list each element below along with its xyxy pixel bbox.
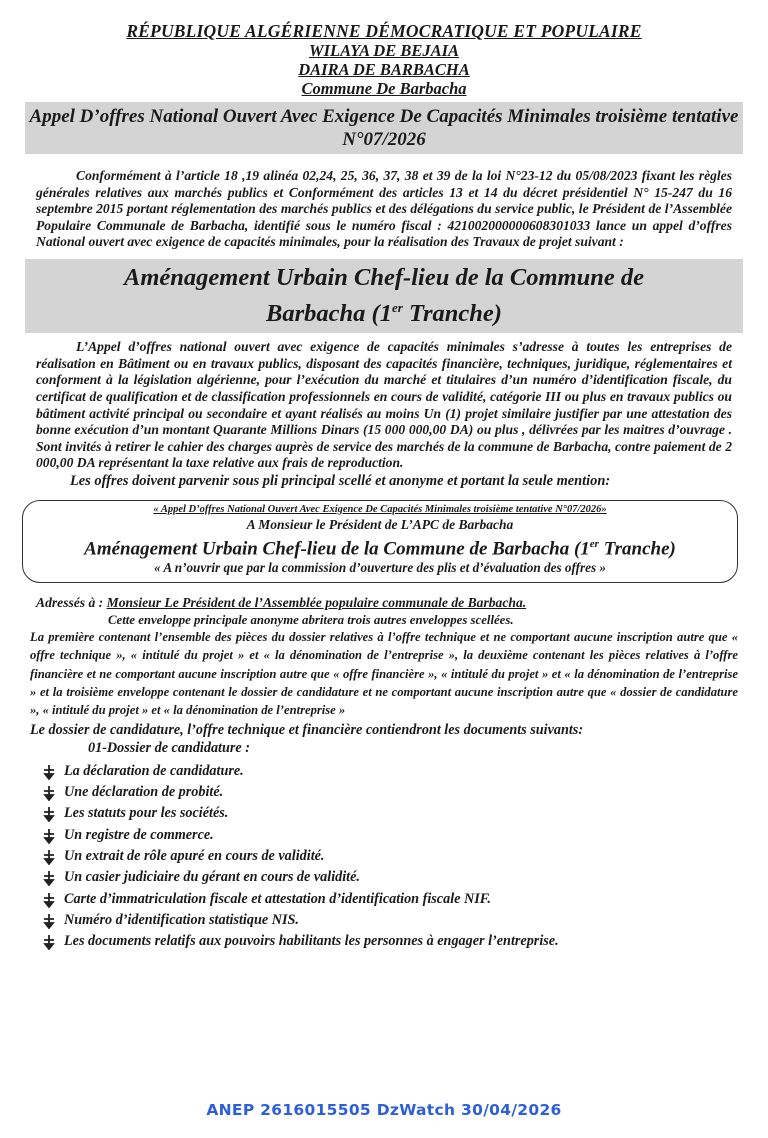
arrow-down-bullet-icon: [42, 849, 56, 865]
document-item-text: Un registre de commerce.: [64, 826, 214, 843]
arrow-down-bullet-icon: [42, 806, 56, 822]
arrow-down-bullet-icon: [42, 785, 56, 801]
intro-paragraph: [36, 168, 732, 251]
document-item-text: Les statuts pour les sociétés.: [64, 805, 229, 822]
arrow-down-bullet-icon: [42, 828, 56, 844]
document-item-text: Les documents relatifs aux pouvoirs habilitants les personnes à engager l’entreprise.: [64, 933, 559, 950]
notice-title: Appel D’offres National Ouvert Avec Exigence De Capacités Minimales troisième tentative N°07/2026: [25, 102, 743, 154]
box-line1: « Appel D’offres National Ouvert Avec Exigence De Capacités Minimales troisième tentative N°07/2026»: [153, 503, 607, 515]
eligibility-paragraph: [36, 339, 732, 472]
documents-list: [42, 761, 768, 953]
arrow-down-bullet-icon: [42, 892, 56, 908]
header-republic: RÉPUBLIQUE ALGÉRIENNE DÉMOCRATIQUE ET POPULAIRE: [126, 21, 642, 41]
list-item: [42, 910, 768, 931]
list-item: [42, 803, 768, 824]
document-item-text: Une déclaration de probité.: [64, 784, 224, 801]
envelopes-description: La première contenant l’ensemble des pièces du dossier relatives à l’offre technique et ne comportant aucune inscription autre que « offre technique », « intitulé du projet » et « la dénomination de l’entreprise », la deuxième contenant les pièces relatives à l’offre financière et ne comportant aucune inscription autre que « offre financière », « intitulé du projet » et « la dénomination de l’entreprise » et la troisième enveloppe contenant le dossier de candidature et ne comportant aucune inscription autre que « dossier de candidature », « intitulé du projet » et « la dénomination de l’entreprise »: [30, 629, 738, 718]
address-line: [36, 595, 732, 612]
header-wilaya: WILAYA DE BEJAIA: [308, 41, 460, 60]
list-item: [42, 825, 768, 846]
project-title: [25, 259, 743, 333]
intro-text: Conformément à l’article 18 ,19 alinéa 02,24, 25, 36, 37, 38 et 39 de la loi N°23-12 du 05/08/2023 fixant les règles générales relatives aux marchés publics et Conformément des articles 13 et 14 du décret présidentiel N° 15-247 du 16 septembre 2015 portant réglementation des marchés publics et des délégations du service public, le Président de l’Assemblée Populaire Communale de Barbacha, identifié sous le numéro fiscal : 421002000000608301033 lance un appel d’offres National ouvert avec exigence de capacités minimales, pour la réalisation des Travaux de projet suivant :: [36, 168, 732, 250]
box-line4: « A n’ouvrir que par la commission d’ouverture des plis et d’évaluation des offres »: [153, 560, 607, 576]
box-line3-prefix: Aménagement Urbain Chef-lieu de la Commune de Barbacha (1: [84, 538, 590, 560]
eligibility-text: L’Appel d’offres national ouvert avec exigence de capacités minimales s’adresse à toutes les entreprises de réalisation en Bâtiment ou en travaux publics, disposant des capacités financière, techniques, juridique, réglementaires et conforment à la législation algérienne, pour l’exécution du marché et titulaires d’un numéro d’identification fiscale, du certificat de qualification et de classification professionnels en cours de validité, catégorie III ou plus en travaux publics ou bâtiment activité principal ou secondaire et ayant réalisés au moins Un (1) projet similaire justifier par une attestation des bonne exécution d’un montant Quarante Millions Dinars (15 000 000,00 DA) ou plus , délivrées par les maitres d’ouvrage . Sont invités à retirer le cahier des charges auprès de service des marchés de la commune de Barbacha, contre paiement de 2 000,00 DA représentant la taxe relative aux frais de reproduction.: [36, 339, 732, 471]
document-item-text: Numéro d’identification statistique NIS.: [64, 911, 299, 928]
box-line3-sup: er: [589, 537, 599, 550]
project-title-line2-suffix: Tranche): [402, 300, 502, 328]
document-item-text: Un extrait de rôle apuré en cours de validité.: [64, 847, 325, 864]
project-title-line1: Aménagement Urbain Chef-lieu de la Commune de: [124, 263, 644, 291]
project-title-line2: [29, 293, 739, 329]
offres-line: Les offres doivent parvenir sous pli principal scellé et anonyme et portant la seule mention:: [70, 472, 611, 489]
project-title-line2-prefix: Barbacha (1: [266, 300, 392, 328]
list-item: [42, 846, 768, 867]
dossier-intro: Le dossier de candidature, l’offre technique et financière contiendront les documents suivants:: [30, 721, 584, 738]
document-item-text: Carte d’immatriculation fiscale et attestation d’identification fiscale NIF.: [64, 890, 491, 907]
arrow-down-bullet-icon: [42, 913, 56, 929]
dossier-01-heading: 01-Dossier de candidature :: [88, 739, 250, 756]
address-recipient: Monsieur Le Président de l’Assemblée populaire communale de Barbacha.: [106, 595, 527, 611]
list-item: [42, 889, 768, 910]
list-item: [42, 867, 768, 888]
box-line2: A Monsieur le Président de L’APC de Barbacha: [246, 516, 514, 532]
header-daira: DAIRA DE BARBACHA: [298, 60, 470, 79]
footer-watermark: ANEP 2616015505 DzWatch 30/04/2026: [206, 1101, 562, 1119]
envelope-mention-box: [22, 500, 738, 583]
document-item-text: La déclaration de candidature.: [64, 762, 244, 779]
document-item-text: Un casier judiciaire du gérant en cours de validité.: [64, 869, 360, 886]
address-label: Adressés à :: [36, 595, 107, 611]
arrow-down-bullet-icon: [42, 764, 56, 780]
box-line3: [33, 533, 727, 560]
arrow-down-bullet-icon: [42, 934, 56, 950]
project-title-sup: er: [391, 299, 403, 315]
header-commune: Commune De Barbacha: [301, 79, 467, 98]
list-item: [42, 761, 768, 782]
list-item: [42, 782, 768, 803]
arrow-down-bullet-icon: [42, 870, 56, 886]
box-line3-suffix: Tranche): [598, 538, 676, 560]
list-item: [42, 931, 768, 952]
envelope-note: Cette enveloppe principale anonyme abritera trois autres enveloppes scellées.: [108, 612, 514, 627]
